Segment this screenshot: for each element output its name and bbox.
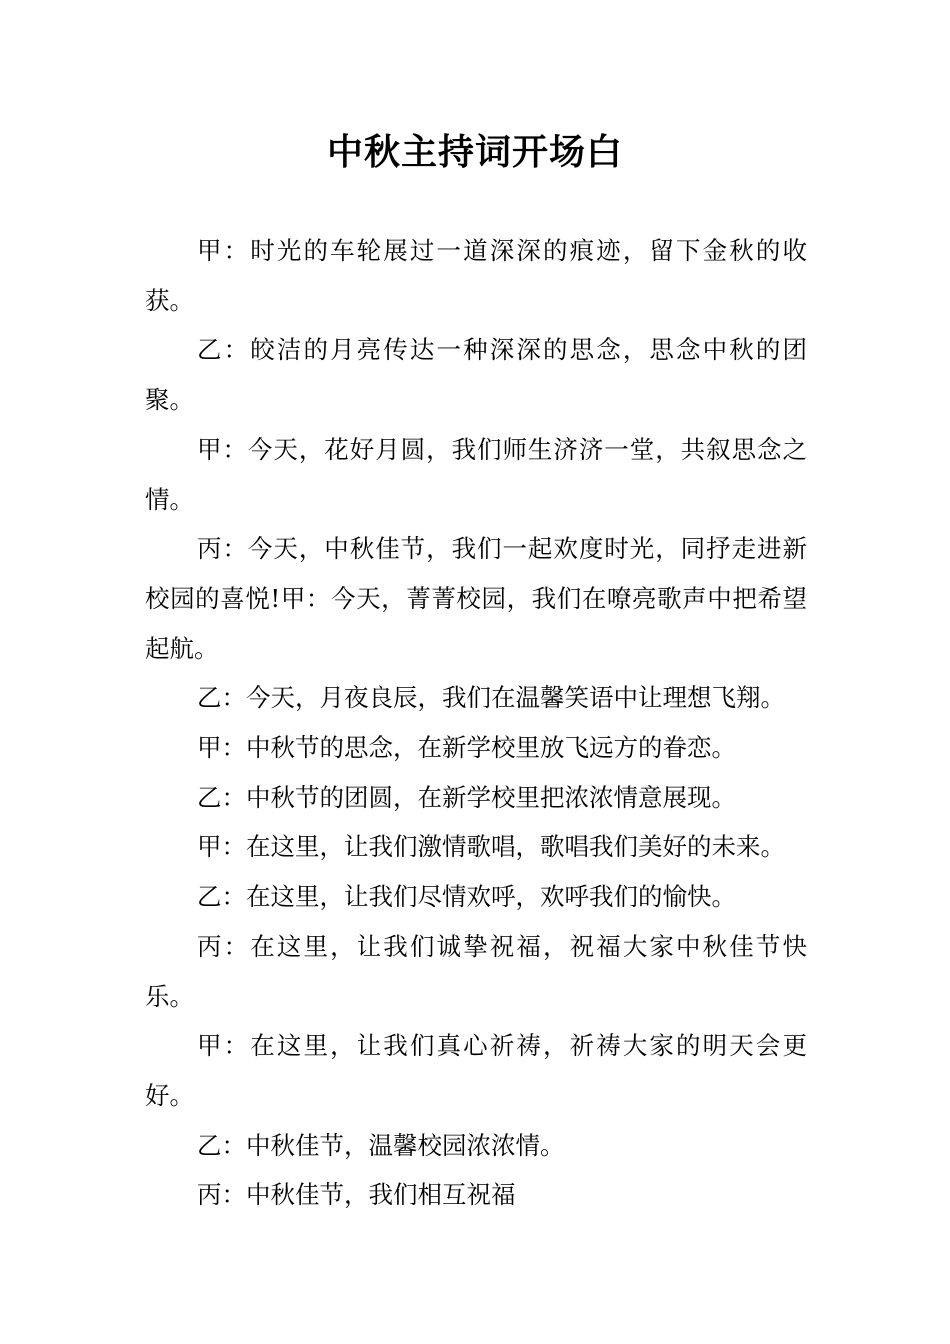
paragraph: 甲：在这里，让我们真心祈祷，祈祷大家的明天会更好。 <box>145 1031 807 1110</box>
paragraph: 甲：今天，花好月圆，我们师生济济一堂，共叙思念之情。 <box>145 434 807 514</box>
paragraph: 甲：在这里，让我们激情歌唱，歌唱我们美好的未来。 <box>197 832 785 862</box>
paragraph: 丙：在这里，让我们诚挚祝福，祝福大家中秋佳节快乐。 <box>145 931 807 1011</box>
paragraph: 乙：在这里，让我们尽情欢呼，欢呼我们的愉快。 <box>197 882 736 912</box>
paragraph: 甲：中秋节的思念，在新学校里放飞远方的眷恋。 <box>197 733 736 763</box>
paragraph: 丙：今天，中秋佳节，我们一起欢度时光，同抒走进新校园的喜悦!甲：今天，菁菁校园，我们在嘹亮歌声中把希望起航。 <box>145 534 807 663</box>
document-body <box>145 226 807 1220</box>
paragraph: 丙：中秋佳节，我们相互祝福 <box>197 1180 516 1210</box>
paragraph: 乙：中秋佳节，温馨校园浓浓情。 <box>197 1130 565 1160</box>
document-title: 中秋主持词开场白 <box>326 131 623 173</box>
paragraph: 乙：今天，月夜良辰，我们在温馨笑语中让理想飞翔。 <box>197 683 785 713</box>
paragraph: 甲：时光的车轮展过一道深深的痕迹，留下金秋的收获。 <box>145 236 807 315</box>
paragraph: 乙：中秋节的团圆，在新学校里把浓浓情意展现。 <box>197 782 736 812</box>
paragraph: 乙：皎洁的月亮传达一种深深的思念，思念中秋的团聚。 <box>145 335 807 415</box>
